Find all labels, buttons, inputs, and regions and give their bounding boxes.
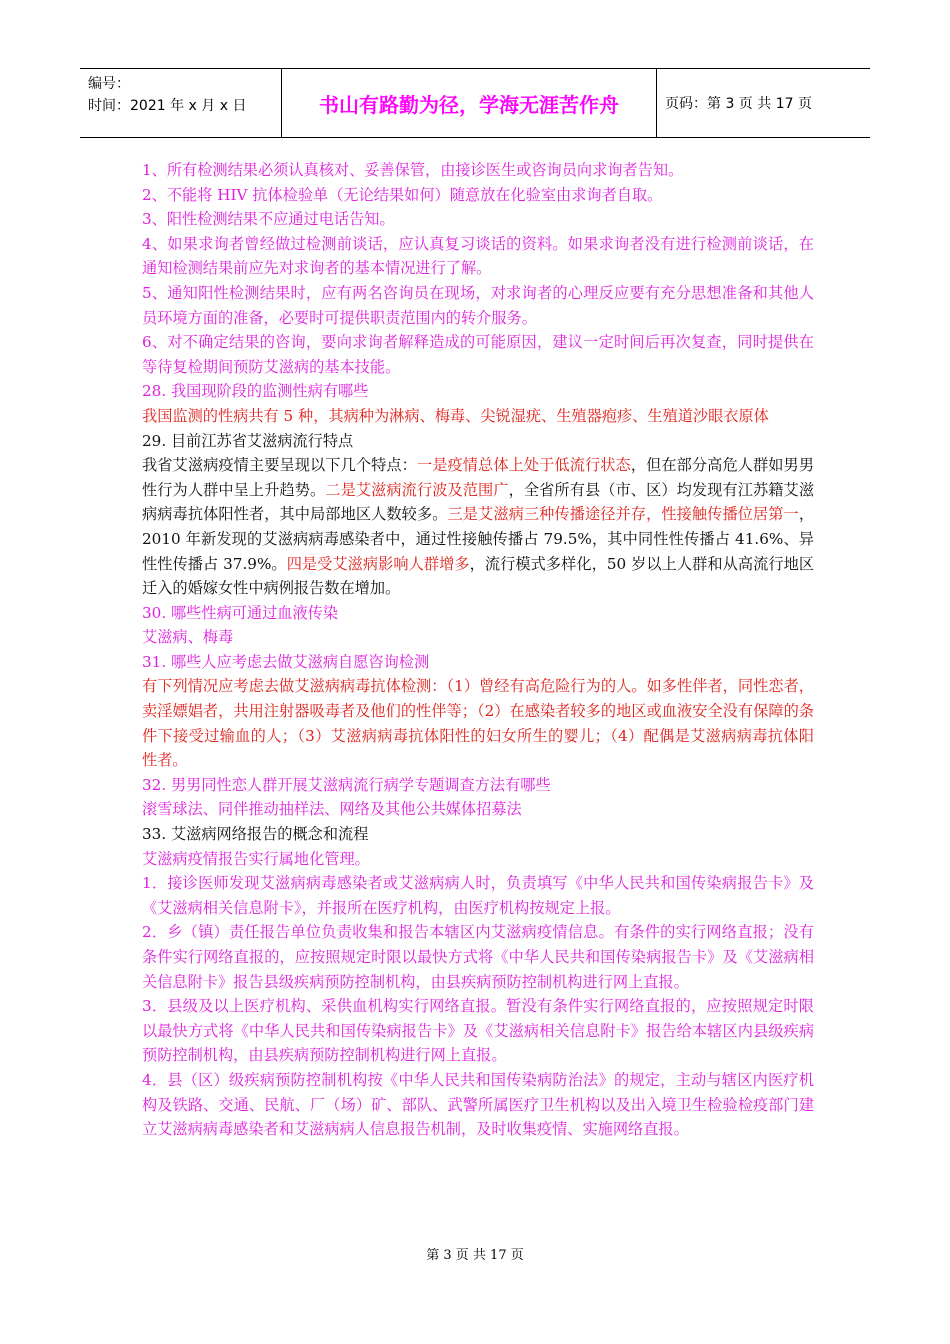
answer-29-highlight: 三是艾滋病三种传播途径并存，性接触传播位居第一: [447, 505, 799, 524]
question-32: 32. 男男同性恋人群开展艾滋病流行病学专题调查方法有哪些: [142, 775, 551, 794]
page-footer: 第 3 页 共 17 页: [426, 1248, 524, 1263]
question-28: 28. 我国现阶段的监测性病有哪些: [142, 382, 369, 401]
list-item: 2．乡（镇）责任报告单位负责收集和报告本辖区内艾滋病疫情信息。有条件的实行网络直报；没有条件实行网络直报的，应按照规定时限以最快方式将《中华人民共和国传染病报告卡》及《艾滋病相关信息附卡》报告县级疾病预防控制机构，由县疾病预防控制机构进行网上直报。: [142, 923, 814, 991]
answer-29-highlight: 一是疫情总体上处于低流行状态: [416, 456, 631, 475]
answer-29-text: ，全省所有县（市、区）均发现有江苏籍艾滋病病毒抗体阳性者，其中局部地区人数较多。: [142, 480, 815, 524]
question-31: 31. 哪些人应考虑去做艾滋病自愿咨询检测: [142, 652, 430, 671]
answer-32: 滚雪球法、同伴推动抽样法、网络及其他公共媒体招募法: [142, 800, 522, 819]
answer-33-intro: 艾滋病疫情报告实行属地化管理。: [142, 849, 370, 868]
list-item: 6、对不确定结果的咨询，要向求询者解释造成的可能原因，建议一定时间后再次复查，同时提供在等待复检期间预防艾滋病的基本技能。: [142, 333, 814, 376]
page-header: [80, 68, 870, 138]
list-item: 2、不能将 HIV 抗体检验单（无论结果如何）随意放在化验室由求询者自取。: [142, 185, 663, 204]
header-meta: [80, 69, 282, 137]
list-item: 4、如果求询者曾经做过检测前谈话，应认真复习谈话的资料。如果求询者没有进行检测前谈话，在通知检测结果前应先对求询者的基本情况进行了解。: [142, 234, 814, 278]
answer-31: 有下列情况应考虑去做艾滋病病毒抗体检测：（1）曾经有高危险行为的人。如多性伴者，同性恋者，卖淫嫖娼者，共用注射器吸毒者及他们的性伴等；（2）在感染者较多的地区或血液安全没有保障的条件下接受过输血的人；（3）艾滋病病毒抗体阳性的妇女所生的婴儿；（4）配偶是艾滋病病毒抗体阳性者。: [142, 677, 814, 770]
answer-29: [142, 453, 814, 601]
answer-29-text: ，流行模式多样化，50 岁以上人群和从高流行地区迁入的婚嫁女性中病例报告数在增加。: [142, 554, 815, 598]
document-date: 时间：2021 年 x 月 x 日: [88, 98, 247, 114]
answer-29-highlight: 二是艾滋病流行波及范围广: [325, 480, 509, 499]
question-30: 30. 哪些性病可通过血液传染: [142, 603, 339, 622]
document-number-label: 编号：: [88, 76, 130, 92]
answer-29-text: ，2010 年新发现的艾滋病病毒感染者中，通过性接触传播占 79.5%，其中同性性传播占 41.6%、异性性传播占 37.9%。: [142, 505, 815, 573]
list-item: 1、所有检测结果必须认真核对、妥善保管，由接诊医生或咨询员向求询者告知。: [142, 161, 684, 179]
answer-29-text: ，但在部分高危人群如男男性行为人群中呈上升趋势。: [142, 456, 815, 499]
list-item: 3．县级及以上医疗机构、采供血机构实行网络直报。暂没有条件实行网络直报的，应按照规定时限以最快方式将《中华人民共和国传染病报告卡》及《艾滋病相关信息附卡》报告给本辖区内县级疾病预防控制机构，由县疾病预防控制机构进行网上直报。: [142, 997, 814, 1065]
list-item: 4．县（区）级疾病预防控制机构按《中华人民共和国传染病防治法》的规定，主动与辖区内医疗机构及铁路、交通、民航、厂（场）矿、部队、武警所属医疗卫生机构以及出入境卫生检验检疫部门建立艾滋病病毒感染者和艾滋病病人信息报告机制，及时收集疫情、实施网络直报。: [142, 1070, 814, 1139]
answer-29-text: 我省艾滋病疫情主要呈现以下几个特点：: [142, 456, 417, 475]
header-page-number: 页码：第 3 页 共 17 页: [665, 96, 812, 112]
question-33: 33. 艾滋病网络报告的概念和流程: [142, 825, 369, 844]
list-item: 3、阳性检测结果不应通过电话告知。: [142, 210, 395, 229]
question-29: 29. 目前江苏省艾滋病流行特点: [142, 431, 354, 450]
header-motto: 书山有路勤为径，学海无涯苦作舟: [282, 69, 657, 137]
document-body: [142, 158, 814, 1142]
list-item: 5、通知阳性检测结果时，应有两名咨询员在现场，对求询者的心理反应要有充分思想准备和其他人员环境方面的准备，必要时可提供职责范围内的转介服务。: [142, 283, 814, 327]
answer-29-highlight: 四是受艾滋病影响人群增多: [286, 554, 470, 573]
list-item: 1．接诊医师发现艾滋病病毒感染者或艾滋病病人时，负责填写《中华人民共和国传染病报告卡》及《艾滋病相关信息附卡》，并报所在医疗机构，由医疗机构按规定上报。: [142, 874, 814, 917]
answer-28: 我国监测的性病共有 5 种，其病种为淋病、梅毒、尖锐湿疣、生殖器疱疹、生殖道沙眼衣原体: [142, 406, 769, 425]
answer-30: 艾滋病、梅毒: [142, 628, 234, 647]
